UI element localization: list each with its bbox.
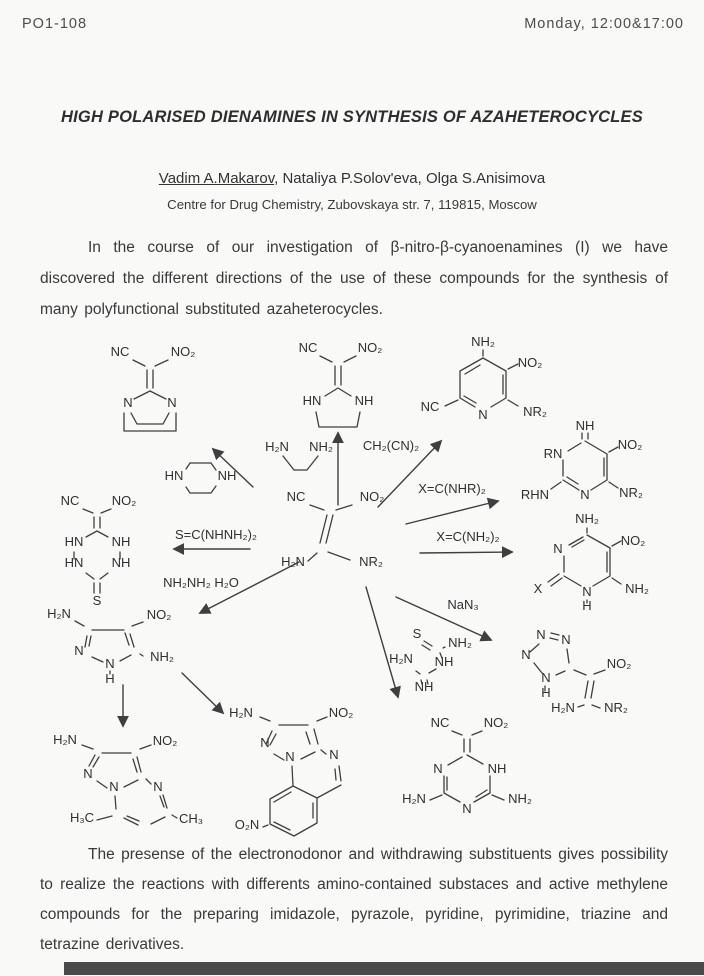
scheme-label: NC (430, 715, 450, 730)
scheme-label: N (433, 761, 443, 776)
scheme-label: N (561, 632, 571, 647)
scheme-label: NH (217, 468, 237, 483)
scheme-label: NR₂ (604, 700, 628, 715)
structure-pyrazolopyrimidine (82, 745, 177, 825)
structure-imidazolidine-enamine (316, 356, 360, 427)
scheme-label: NR₂ (359, 554, 383, 569)
scheme-label: NO₂ (152, 733, 178, 748)
scheme-label: NH (487, 761, 507, 776)
scheme-label: NH (111, 534, 131, 549)
scheme-label: N (541, 670, 551, 685)
scheme-label: N (478, 407, 488, 422)
scheme-label: H (105, 671, 115, 686)
scheme-label: N (123, 395, 133, 410)
reaction-arrow (182, 673, 223, 713)
scheme-label: H₂N (53, 732, 77, 747)
structure-pyridine (445, 350, 518, 407)
scheme-label: NR₂ (619, 485, 643, 500)
scheme-label: NC (110, 344, 130, 359)
scheme-label: NH (354, 393, 374, 408)
scheme-label: X (533, 581, 543, 596)
coauthors: , Nataliya P.Solov'eva, Olga S.Anisimova (274, 170, 546, 187)
scheme-label: N (582, 584, 592, 599)
scheme-label: N (462, 801, 472, 816)
scheme-label: NH (414, 679, 434, 694)
affiliation: Centre for Drug Chemistry, Zubovskaya str. 7, 119815, Moscow (167, 197, 537, 212)
scheme-label: S=C(NHNH₂)₂ (175, 527, 257, 542)
scheme-label: NO₂ (483, 715, 509, 730)
scheme-label: NH (111, 555, 131, 570)
scheme-label: H₂N (551, 700, 575, 715)
scheme-label: NaN₃ (447, 597, 479, 612)
scheme-label: NH₂ (471, 334, 495, 349)
scheme-label: NC (60, 493, 80, 508)
scheme-label: NC (298, 340, 318, 355)
scheme-label: N (74, 643, 84, 658)
scheme-label: NH₂ (309, 439, 333, 454)
scheme-label: H₂N (281, 554, 305, 569)
scheme-label: H₃C (69, 810, 95, 825)
scheme-label: N (285, 749, 295, 764)
scheme-label: N (521, 647, 531, 662)
reagent-piperazine (186, 463, 216, 493)
scheme-label: HN (64, 534, 84, 549)
scheme-label: NH₂ (508, 791, 532, 806)
intro-paragraph: In the course of our investigation of β-nitro-β-cyanoenamines (I) we have discovered the different directions of the use of these compounds for the synthesis of many polyfunctional substituted azaheterocycles. (40, 239, 668, 318)
scheme-label: N (536, 627, 546, 642)
presenting-author: Vadim A.Makarov (158, 170, 275, 187)
scheme-label: N (83, 766, 93, 781)
scheme-label: NO₂ (359, 489, 385, 504)
scheme-label: HN (302, 393, 322, 408)
scheme-label: NH₂ (150, 649, 174, 664)
scheme-label: N (105, 656, 115, 671)
structure-central-cyanoenamine (308, 505, 352, 561)
scheme-label: NR₂ (523, 404, 547, 419)
scheme-label: NH (575, 418, 595, 433)
structure-pyrazoloquinazoline (260, 717, 341, 836)
scheme-label: S (412, 626, 422, 641)
scheme-label: N (580, 487, 590, 502)
scheme-label: H₂N (389, 651, 413, 666)
scheme-label: NO₂ (606, 656, 632, 671)
scheme-label: H (541, 685, 551, 700)
scheme-label: N (109, 779, 119, 794)
scheme-label: N (329, 747, 339, 762)
scheme-label: RN (543, 446, 563, 461)
scheme-label: NO₂ (620, 533, 646, 548)
scan-artifact-bar (64, 962, 704, 975)
page-header (22, 16, 684, 32)
scheme-label: NC (286, 489, 306, 504)
scheme-label: NH (434, 654, 454, 669)
reaction-arrow (420, 552, 512, 553)
scheme-label: NO₂ (170, 344, 196, 359)
scheme-label: NC (420, 399, 440, 414)
reaction-arrow (406, 501, 498, 524)
page-title: HIGH POLARISED DIENAMINES IN SYNTHESIS OF AZAHETEROCYCLES (61, 108, 643, 126)
scheme-label: N (553, 541, 563, 556)
scheme-label: RHN (520, 487, 550, 502)
scheme-label: NO₂ (146, 607, 172, 622)
structure-tetrazinane-thione (74, 509, 120, 593)
scheme-label: NO₂ (328, 705, 354, 720)
scheme-label: NO₂ (517, 355, 543, 370)
scheme-label: S (92, 593, 102, 608)
reaction-arrow (366, 587, 398, 697)
scheme-label: H₂N (265, 439, 289, 454)
structure-pyrimidine-imine (551, 433, 618, 490)
authors-line (0, 170, 704, 187)
scheme-label: NO₂ (111, 493, 137, 508)
session-time: Monday, 12:00&17:00 (524, 16, 684, 32)
scheme-label: N (153, 779, 163, 794)
scheme-label: H₂N (229, 705, 253, 720)
scheme-label: CH₂(CN)₂ (362, 438, 420, 453)
scheme-label: HN (64, 555, 84, 570)
scheme-label: H₂N (47, 606, 71, 621)
scheme-label: CH₃ (178, 811, 204, 826)
scheme-label: X=C(NH₂)₂ (436, 529, 500, 544)
scheme-label: NH₂ (448, 635, 472, 650)
scheme-label: N (260, 735, 270, 750)
reaction-scheme (0, 325, 704, 845)
reagent-ethylenediamine (283, 456, 318, 470)
scheme-label: NO₂ (617, 437, 643, 452)
scheme-label: NO₂ (357, 340, 383, 355)
scheme-label: NH₂NH₂ H₂O (163, 575, 239, 590)
poster-code: PO1-108 (22, 16, 88, 32)
scheme-label: N (167, 395, 177, 410)
scheme-label: H₂N (402, 791, 426, 806)
scheme-label: H (582, 598, 592, 613)
scheme-label: NH₂ (625, 581, 649, 596)
scheme-label: X=C(NHR)₂ (418, 481, 486, 496)
scheme-label: NH₂ (575, 511, 599, 526)
conclusion-paragraph: The presense of the electronodonor and withdrawing substituents gives possibility to realize the reactions with differents amino-contained substaces and active methylene compounds for the preparing imidazole, pyrazole, pyridine, pyrimidine, triazine and tetrazine derivatives. (40, 846, 668, 953)
scheme-label: HN (164, 468, 184, 483)
scheme-label: O₂N (234, 817, 260, 832)
